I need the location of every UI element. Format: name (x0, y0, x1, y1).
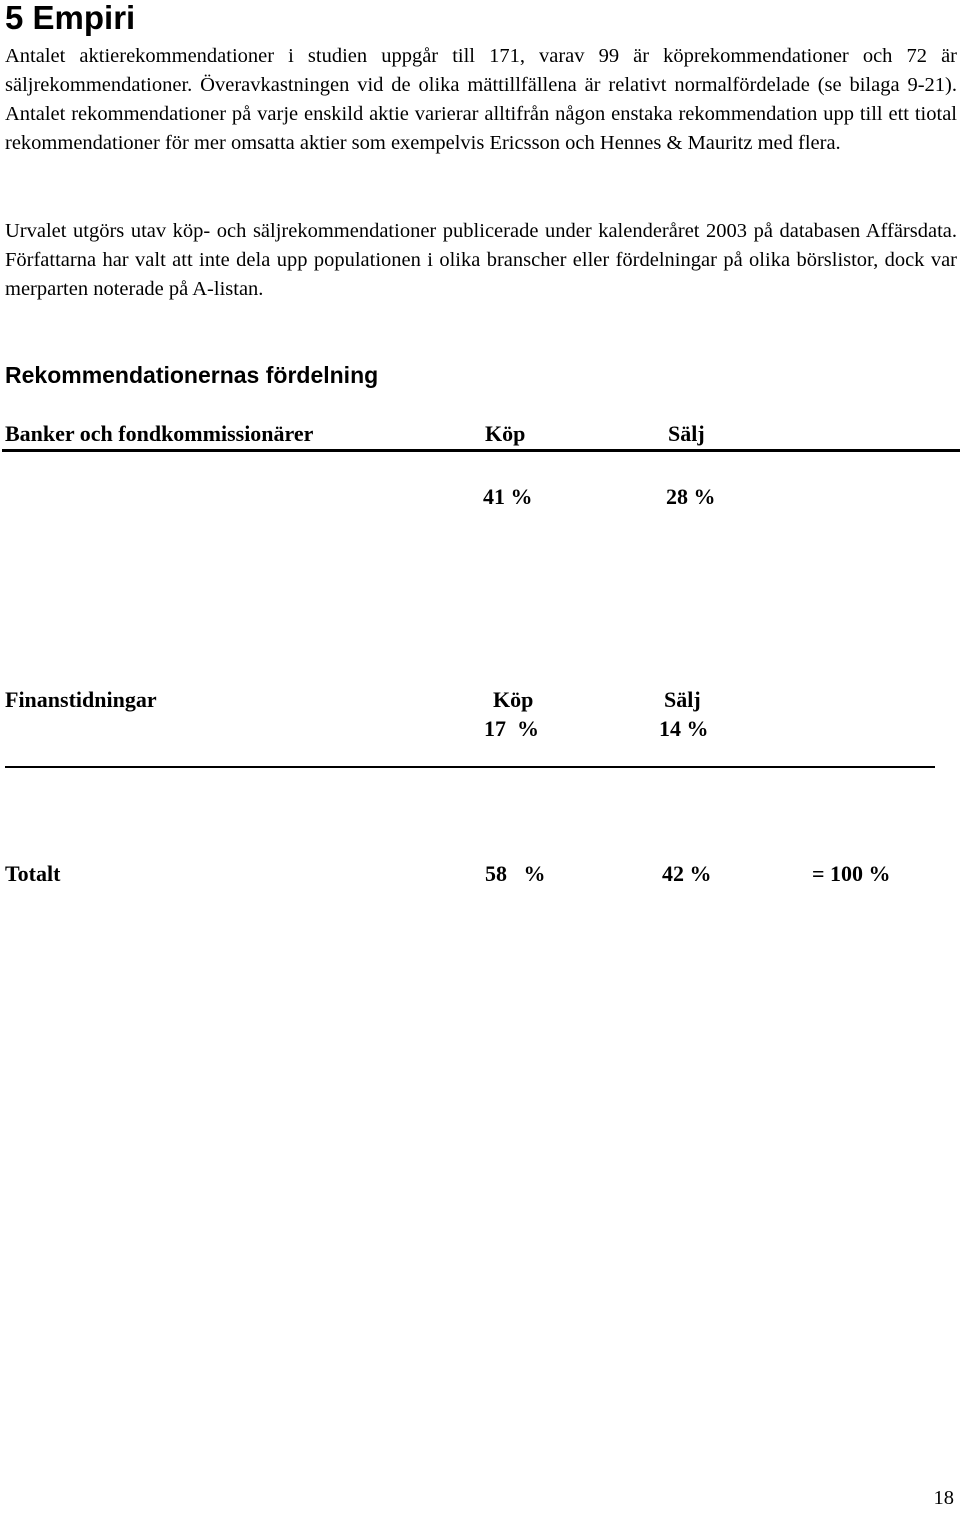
header-rule (2, 449, 960, 452)
total-sell-value: 42 % (662, 861, 712, 886)
section-heading: 5 Empiri (5, 0, 136, 36)
total-rule (5, 766, 935, 768)
total-label: Totalt (5, 861, 61, 886)
intro-paragraph: Antalet aktierekommendationer i studien uppgår till 171, varav 99 är köprekommendationer och 72 är säljrekommendationer. Överavkastningen vid de olika mättillfällena är relativt normalfördelade (se bilaga 9-21). Antalet rekommendationer på varje enskild aktie varierar alltifrån någon enstaka rekommendation upp till ett tiotal rekommendationer för mer omsatta aktier som exempelvis Ericsson och Hennes & Mauritz med flera. (5, 45, 957, 154)
banks-buy-header: Köp (485, 421, 526, 446)
newspapers-sell-header: Sälj (664, 687, 701, 712)
distribution-title: Rekommendationernas fördelning (5, 362, 379, 388)
page-number: 18 (933, 1487, 954, 1509)
newspapers-label: Finanstidningar (5, 687, 157, 712)
banks-label: Banker och fondkommissionärer (5, 421, 314, 446)
newspapers-sell-value: 14 % (659, 716, 709, 741)
banks-buy-value: 41 % (483, 484, 533, 509)
newspapers-buy-header: Köp (493, 687, 534, 712)
total-sum-value: = 100 % (812, 861, 891, 886)
banks-sell-header: Sälj (668, 421, 705, 446)
newspapers-buy-value: 17 % (484, 716, 539, 741)
sample-paragraph: Urvalet utgörs utav köp- och säljrekommendationer publicerade under kalenderåret 2003 på databasen Affärsdata. Författarna har valt att inte dela upp populationen i olika branscher eller fördelningar på olika börslistor, dock var merparten noterade på A-listan. (5, 220, 957, 300)
banks-sell-value: 28 % (666, 484, 716, 509)
total-buy-value: 58 % (485, 861, 546, 886)
